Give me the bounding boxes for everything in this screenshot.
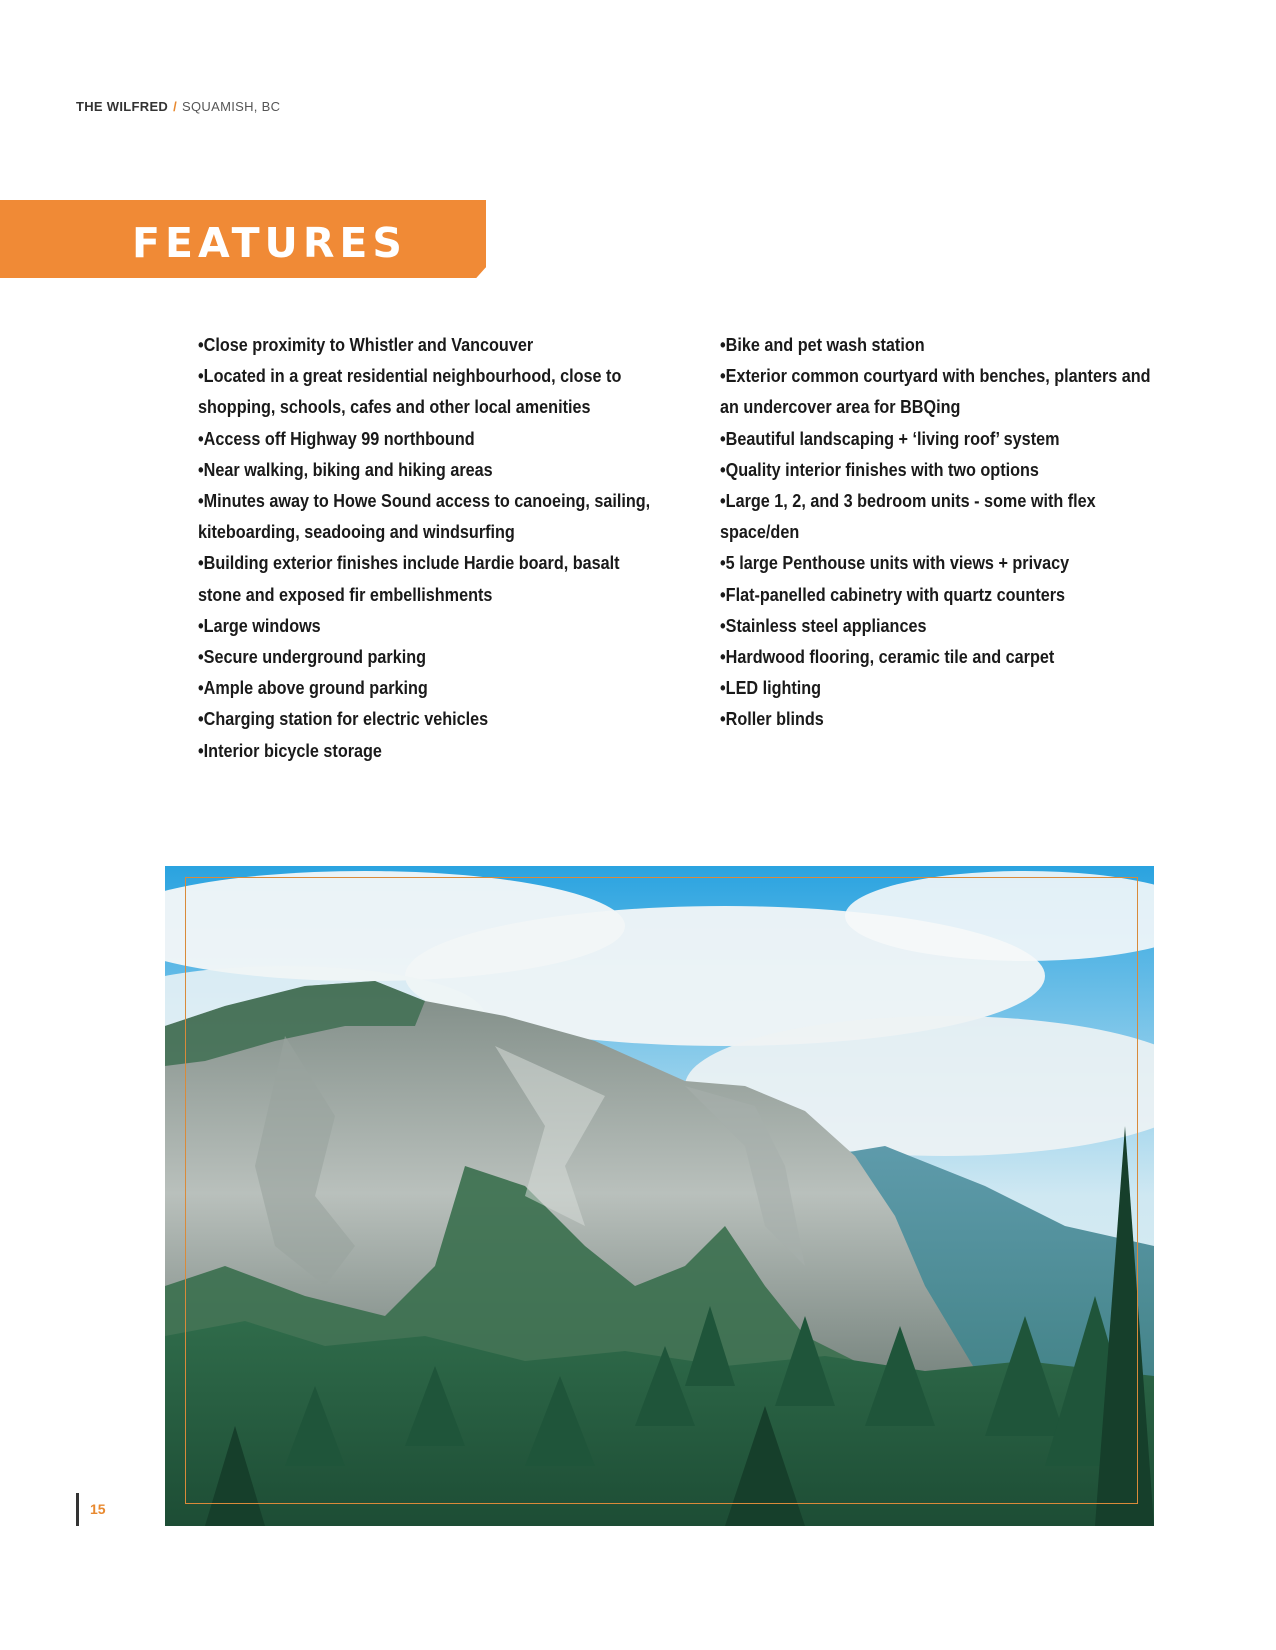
- feature-item: • Bike and pet wash station: [720, 330, 1166, 361]
- feature-item: • Beautiful landscaping + ‘living roof’ system: [720, 424, 1166, 455]
- document-header: [76, 99, 280, 114]
- brand-name: THE WILFRED: [76, 99, 169, 114]
- feature-item: • Flat-panelled cabinetry with quartz counters: [720, 580, 1166, 611]
- feature-item: • Quality interior finishes with two options: [720, 455, 1166, 486]
- section-title: FEATURES: [132, 219, 407, 267]
- feature-item: • Access off Highway 99 northbound: [198, 424, 666, 455]
- page-number: 15: [90, 1501, 106, 1517]
- feature-item: • Large windows: [198, 611, 666, 642]
- feature-item: • Minutes away to Howe Sound access to canoeing, sailing, kiteboarding, seadooing and windsurfing: [198, 486, 666, 548]
- feature-item: • Located in a great residential neighbourhood, close to shopping, schools, cafes and other local amenities: [198, 361, 666, 423]
- feature-item: • 5 large Penthouse units with views + privacy: [720, 548, 1166, 579]
- feature-item: • Exterior common courtyard with benches, planters and an undercover area for BBQing: [720, 361, 1166, 423]
- feature-item: • Near walking, biking and hiking areas: [198, 455, 666, 486]
- feature-item: • LED lighting: [720, 673, 1166, 704]
- header-separator: /: [173, 99, 178, 114]
- feature-item: • Large 1, 2, and 3 bedroom units - some with flex space/den: [720, 486, 1166, 548]
- features-right-column: [720, 330, 1166, 736]
- location-label: SQUAMISH, BC: [182, 99, 281, 114]
- feature-item: • Ample above ground parking: [198, 673, 666, 704]
- page-number-bar: [76, 1493, 79, 1526]
- feature-item: • Interior bicycle storage: [198, 736, 666, 767]
- feature-item: • Stainless steel appliances: [720, 611, 1166, 642]
- feature-item: • Roller blinds: [720, 704, 1166, 735]
- photo-frame: [185, 877, 1138, 1504]
- features-left-column: [198, 330, 666, 767]
- feature-item: • Close proximity to Whistler and Vancouver: [198, 330, 666, 361]
- feature-item: • Building exterior finishes include Hardie board, basalt stone and exposed fir embellishments: [198, 548, 666, 610]
- feature-item: • Secure underground parking: [198, 642, 666, 673]
- feature-item: • Hardwood flooring, ceramic tile and carpet: [720, 642, 1166, 673]
- feature-item: • Charging station for electric vehicles: [198, 704, 666, 735]
